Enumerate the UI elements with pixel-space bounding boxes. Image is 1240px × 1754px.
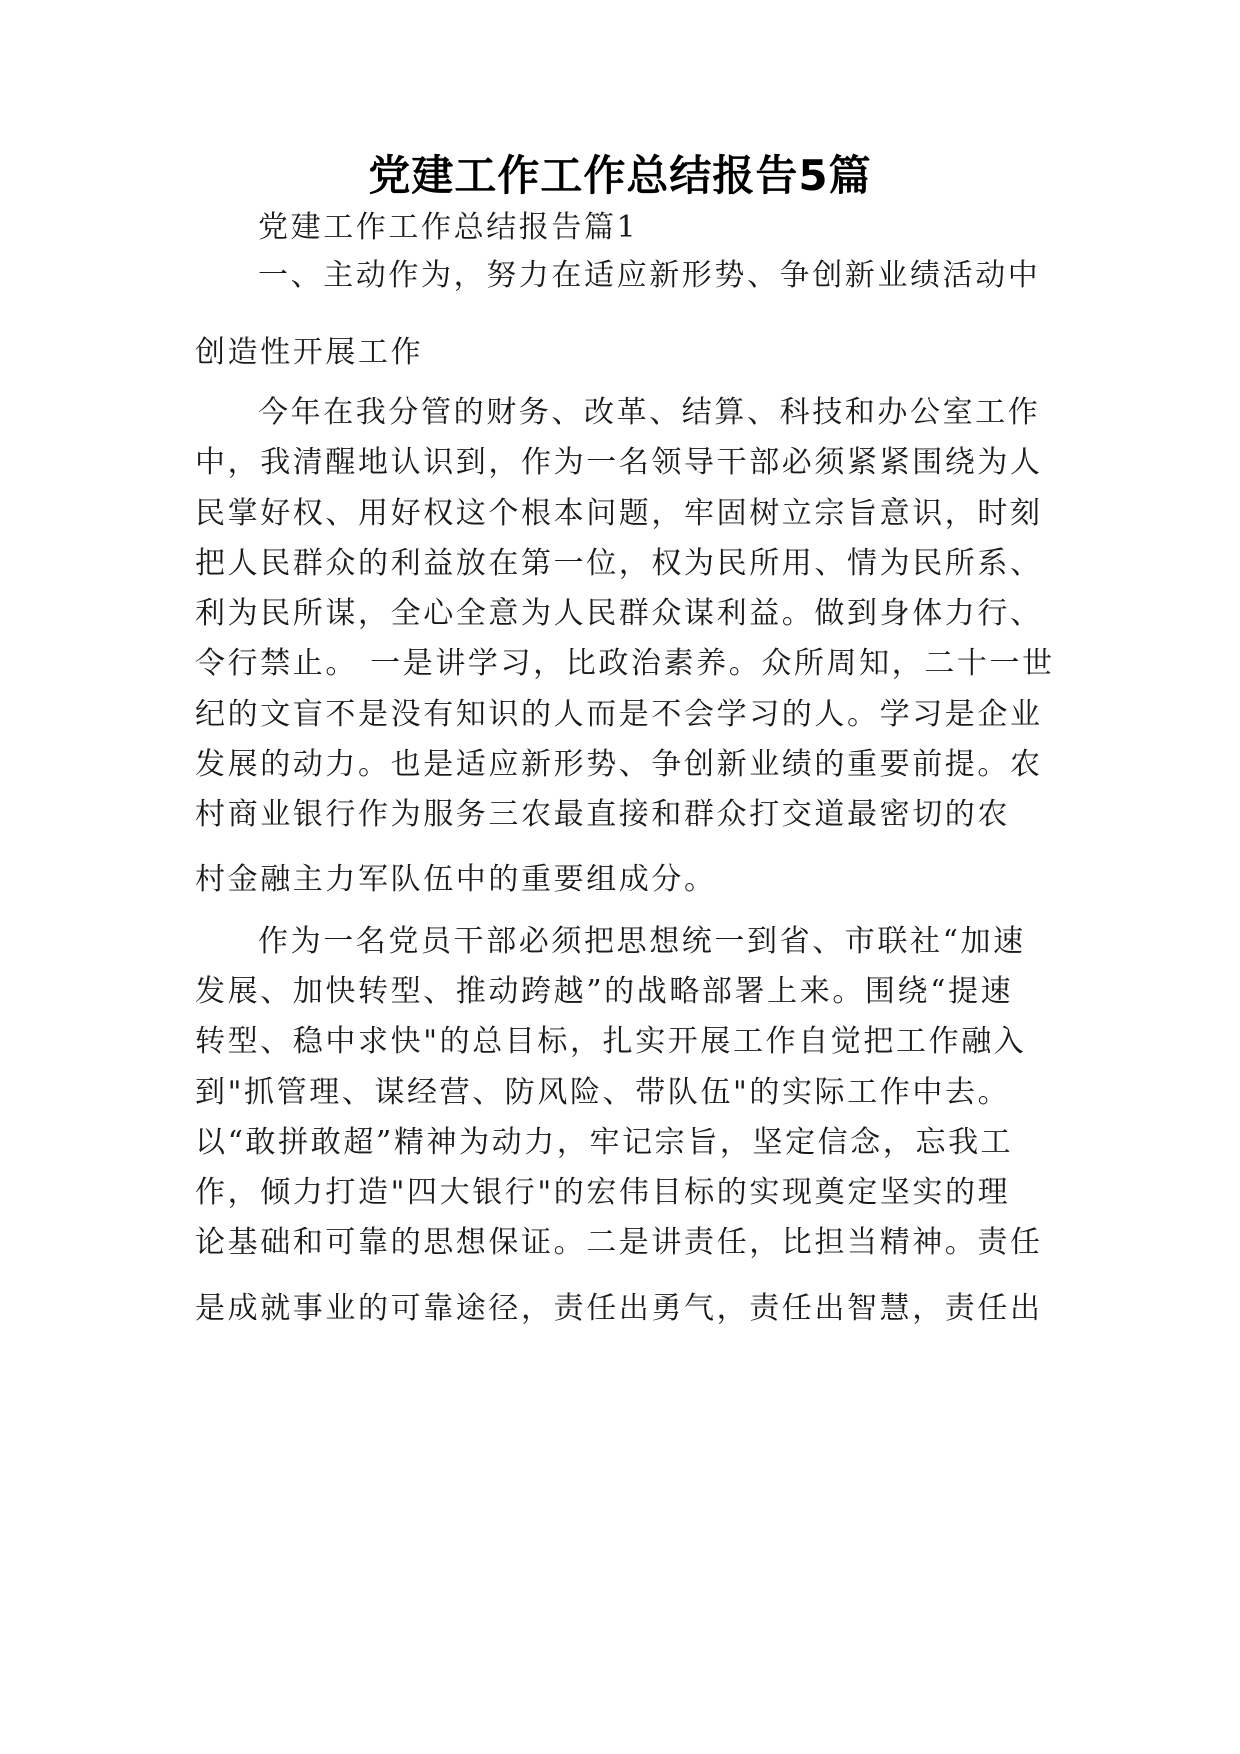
paragraph-line: 发展、加快转型、推动跨越”的战略部署上来。围绕“提速 xyxy=(195,974,1014,1009)
paragraph-line: 村金融主力军队伍中的重要组成分。 xyxy=(195,862,717,897)
paragraph-line: 民掌好权、用好权这个根本问题，牢固树立宗旨意识，时刻 xyxy=(195,496,1043,531)
paragraph-line: 把人民群众的利益放在第一位，权为民所用、情为民所系、 xyxy=(195,546,1043,581)
paragraph-line: 是成就事业的可靠途径，责任出勇气，责任出智慧，责任出 xyxy=(195,1291,1043,1326)
paragraph-line: 论基础和可靠的思想保证。二是讲责任，比担当精神。责任 xyxy=(195,1225,1043,1260)
paragraph-line: 纪的文盲不是没有知识的人而是不会学习的人。学习是企业 xyxy=(195,697,1043,732)
paragraph-line: 到"抓管理、谋经营、防风险、带队伍"的实际工作中去。 xyxy=(195,1075,1011,1110)
paragraph-line: 利为民所谋，全心全意为人民群众谋利益。做到身体力行、 xyxy=(195,596,1043,631)
paragraph-line: 令行禁止。 一是讲学习，比政治素养。众所周知，二十一世 xyxy=(195,646,1055,681)
paragraph-line: 创造性开展工作 xyxy=(195,335,424,370)
paragraph-line: 中，我清醒地认识到，作为一名领导干部必须紧紧围绕为人 xyxy=(195,445,1043,480)
paragraph-line: 发展的动力。也是适应新形势、争创新业绩的重要前提。农 xyxy=(195,747,1043,782)
paragraph-line: 村商业银行作为服务三农最直接和群众打交道最密切的农 xyxy=(195,797,1010,832)
paragraph-line: 作为一名党员干部必须把思想统一到省、市联社“加速 xyxy=(258,924,1026,959)
paragraph-line: 作，倾力打造"四大银行"的宏伟目标的实现奠定坚实的理 xyxy=(195,1175,1011,1210)
paragraph-line: 今年在我分管的财务、改革、结算、科技和办公室工作 xyxy=(258,395,1041,430)
paragraph-line: 一、主动作为，努力在适应新形势、争创新业绩活动中 xyxy=(258,258,1041,293)
section-heading: 党建工作工作总结报告篇1 xyxy=(258,210,639,245)
paragraph-line: 转型、稳中求快"的总目标，扎实开展工作自觉把工作融入 xyxy=(195,1024,1027,1059)
paragraph-line: 以“敢拼敢超”精神为动力，牢记宗旨，坚定信念，忘我工 xyxy=(195,1125,1014,1160)
document-title: 党建工作工作总结报告5篇 xyxy=(368,151,872,200)
